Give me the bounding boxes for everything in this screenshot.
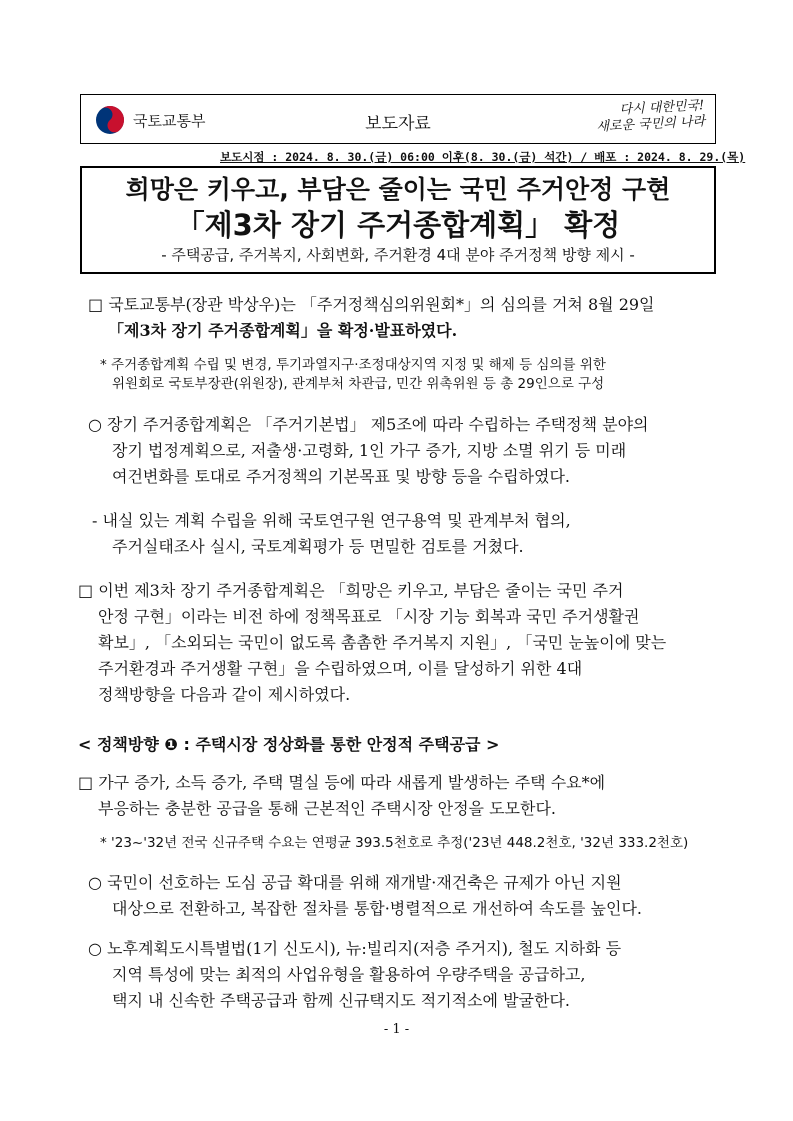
title-line-2: 「제3차 장기 주거종합계획」 확정: [175, 208, 621, 242]
paragraph-4: [78, 578, 718, 708]
paragraph-5: [78, 770, 718, 822]
text-line: ○ 장기 주거종합계획은 「주거기본법」 제5조에 따라 수립하는 주택정책 분야의: [88, 415, 649, 434]
subtitle: - 주택공급, 주거복지, 사회변화, 주거환경 4대 분야 주거정책 방향 제시 -: [161, 246, 635, 264]
text-line: 주거실태조사 실시, 국토계획평가 등 면밀한 검토를 거쳤다.: [112, 537, 524, 556]
paragraph-6: [78, 870, 718, 922]
slogan-line-2: 새로운 국민의 나라: [596, 114, 706, 135]
note-line: 위원회로 국토부장관(위원장), 관계부처 차관급, 민간 위촉위원 등 총 29인으로 구성: [112, 376, 605, 392]
text-line: ○ 노후계획도시특별법(1기 신도시), 뉴:빌리지(저층 주거지), 철도 지하화 등: [88, 939, 622, 958]
paragraph-1: [78, 292, 718, 344]
text-line: □ 이번 제3차 장기 주거종합계획은 「희망은 키우고, 부담은 줄이는 국민 주거: [78, 581, 624, 600]
text-line: 확보」, 「소외되는 국민이 없도록 촘촘한 주거복지 지원」, 「국민 눈높이에 맞는: [98, 633, 667, 652]
title-box: [80, 166, 716, 274]
slogan-line-1: 다시 대한민국!: [619, 98, 705, 118]
slogan: [596, 98, 706, 136]
text-line: 대상으로 전환하고, 복잡한 절차를 통합·병렬적으로 개선하여 속도를 높인다.: [112, 899, 642, 918]
paragraph-2: [78, 412, 718, 490]
paragraph-7: [78, 936, 718, 1014]
text-line: □ 국토교통부(장관 박상우)는 「주거정책심의위원회*」의 심의를 거쳐 8월 29일: [88, 295, 655, 314]
policy-heading-1: < 정책방향 ❶ : 주택시장 정상화를 통한 안정적 주택공급 >: [78, 735, 500, 754]
text-line: 정책방향을 다음과 같이 제시하였다.: [98, 685, 351, 704]
paragraph-3: [78, 508, 718, 560]
text-line: 주거환경과 주거생활 구현」을 수립하였으며, 이를 달성하기 위한 4대: [98, 659, 583, 678]
footnote-2: [78, 834, 718, 853]
text-line: 택지 내 신속한 주택공급과 함께 신규택지도 적기적소에 발굴한다.: [112, 991, 571, 1010]
text-line: 「제3차 장기 주거종합계획」을 확정·발표하였다.: [108, 321, 458, 340]
note-line: * 주거종합계획 수립 및 변경, 투기과열지구·조정대상지역 지정 및 해제 등 심의를 위한: [100, 357, 606, 373]
page-number: - 1 -: [383, 1022, 410, 1037]
text-line: 안정 구현」이라는 비전 하에 정책목표로 「시장 기능 회복과 국민 주거생활권: [98, 607, 640, 626]
ministry-name: 국토교통부: [133, 111, 206, 130]
text-line: ○ 국민이 선호하는 도심 공급 확대를 위해 재개발·재건축은 규제가 아닌 지원: [88, 873, 622, 892]
embargo-notice: 보도시점 : 2024. 8. 30.(금) 06:00 이후(8. 30.(금) 석간) / 배포 : 2024. 8. 29.(목): [220, 150, 746, 164]
text-line: 여건변화를 토대로 주거정책의 기본목표 및 방향 등을 수립하였다.: [112, 467, 571, 486]
text-line: 지역 특성에 맞는 최적의 사업유형을 활용하여 우량주택을 공급하고,: [112, 965, 586, 984]
text-line: 부응하는 충분한 공급을 통해 근본적인 주택시장 안정을 도모한다.: [98, 799, 557, 818]
title-line-1: 희망은 키우고, 부담은 줄이는 국민 주거안정 구현: [125, 175, 671, 204]
press-header: [80, 94, 716, 144]
text-line: - 내실 있는 계획 수립을 위해 국토연구원 연구용역 및 관계부처 협의,: [92, 511, 571, 530]
footnote-1: [78, 356, 718, 394]
text-line: □ 가구 증가, 소득 증가, 주택 멸실 등에 따라 새롭게 발생하는 주택 수요*에: [78, 773, 606, 792]
doc-type: 보도자료: [365, 114, 431, 134]
text-line: 장기 법정계획으로, 저출생·고령화, 1인 가구 증가, 지방 소멸 위기 등 미래: [112, 441, 627, 460]
note-line: * '23~'32년 전국 신규주택 수요는 연평균 393.5천호로 추정('23년 448.2천호, '32년 333.2천호): [100, 835, 689, 851]
